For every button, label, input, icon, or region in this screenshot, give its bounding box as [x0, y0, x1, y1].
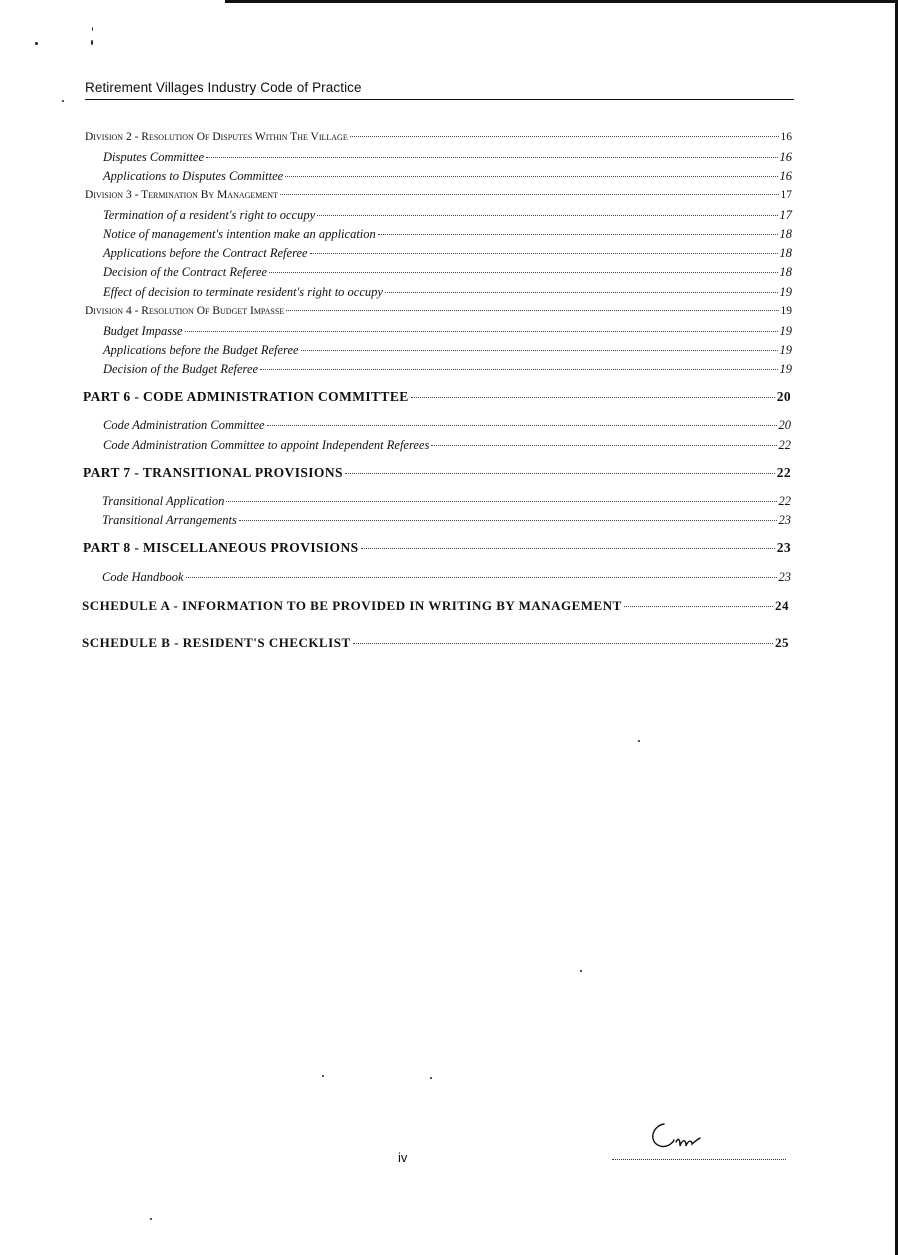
toc-subentry[interactable] [103, 285, 792, 300]
toc-entry-label: Effect of decision to terminate resident's right to occupy [103, 285, 383, 299]
toc-entry-page: 18 [779, 246, 792, 260]
toc-part-heading[interactable] [83, 389, 791, 405]
toc-entry-page: 23 [778, 513, 791, 527]
toc-subentry[interactable] [103, 169, 792, 184]
toc-entry-page: 23 [778, 570, 791, 584]
toc-entry-label: Applications before the Budget Referee [103, 343, 299, 357]
toc-entry-label: PART 7 - TRANSITIONAL PROVISIONS [83, 465, 343, 480]
toc-subentry[interactable] [103, 324, 792, 339]
toc-subentry[interactable] [103, 343, 792, 358]
toc-entry-label: Decision of the Contract Referee [103, 265, 268, 279]
dot-leader [350, 135, 779, 137]
toc-entry-page: 22 [778, 438, 791, 452]
toc-entry-page: 23 [776, 540, 791, 555]
toc-entry-label: Applications before the Contract Referee [103, 246, 308, 260]
toc-subentry[interactable] [103, 438, 791, 453]
toc-entry-page: 18 [779, 265, 792, 279]
toc-entry-label: Termination of a resident's right to occupy [103, 208, 316, 222]
dot-leader [280, 193, 779, 195]
toc-entry-page: 22 [776, 465, 791, 480]
toc-part-heading[interactable] [83, 540, 791, 556]
toc-entry-label: Disputes Committee [103, 150, 205, 164]
toc-subentry[interactable] [102, 513, 791, 528]
dot-leader [431, 444, 776, 446]
toc-entry-page: 16 [780, 131, 792, 143]
toc-division-heading[interactable] [85, 305, 792, 317]
toc-entry-label: Code Administration Committee [103, 418, 265, 432]
toc-entry-page: 16 [779, 169, 792, 183]
toc-entry-page: 18 [779, 227, 792, 241]
toc-subentry[interactable] [103, 227, 792, 242]
toc-subentry[interactable] [103, 208, 792, 223]
toc-entry-page: 19 [779, 324, 792, 338]
toc-subentry[interactable] [103, 265, 792, 280]
page-number: iv [398, 1150, 408, 1165]
toc-entry-label: SCHEDULE B - RESIDENT'S CHECKLIST [82, 635, 351, 650]
handwritten-initials [642, 1120, 722, 1156]
toc-entry-page: 19 [780, 305, 792, 317]
dot-leader [226, 500, 776, 502]
dot-leader [624, 605, 773, 607]
toc-part-heading[interactable] [83, 465, 791, 481]
toc-schedule-heading[interactable] [82, 598, 789, 614]
toc-entry-label: SCHEDULE A - INFORMATION TO BE PROVIDED IN WRITING BY MANAGEMENT [82, 598, 622, 613]
toc-subentry[interactable] [102, 494, 791, 509]
toc-entry-page: 25 [775, 635, 789, 650]
dot-leader [239, 519, 777, 521]
toc-entry-label: Budget Impasse [103, 324, 183, 338]
toc-entry-label: Decision of the Budget Referee [103, 362, 259, 376]
toc-entry-label: Transitional Application [102, 494, 225, 508]
document-header-title: Retirement Villages Industry Code of Practice [85, 80, 362, 95]
toc-entry-label: PART 6 - CODE ADMINISTRATION COMMITTEE [83, 389, 409, 404]
dot-leader [260, 368, 777, 370]
dot-leader [361, 547, 775, 549]
toc-entry-page: 24 [775, 598, 789, 613]
toc-entry-label: PART 8 - MISCELLANEOUS PROVISIONS [83, 540, 359, 555]
signature-area [612, 1120, 790, 1162]
toc-entry-label: Transitional Arrangements [102, 513, 237, 527]
toc-entry-page: 22 [778, 494, 791, 508]
toc-entry-page: 20 [778, 418, 791, 432]
dot-leader [378, 233, 778, 235]
toc-entry-page: 19 [779, 362, 792, 376]
toc-subentry[interactable] [103, 362, 792, 377]
toc-entry-page: 17 [779, 208, 792, 222]
toc-entry-label: Division 3 - Termination By Management [85, 189, 278, 201]
toc-entry-page: 19 [779, 285, 792, 299]
dot-leader [185, 330, 778, 332]
toc-subentry[interactable] [103, 246, 792, 261]
toc-entry-page: 19 [779, 343, 792, 357]
toc-subentry[interactable] [102, 570, 791, 585]
dot-leader [285, 175, 777, 177]
toc-entry-label: Division 4 - Resolution Of Budget Impasse [85, 305, 285, 317]
dot-leader [310, 252, 778, 254]
dot-leader [317, 214, 777, 216]
dot-leader [186, 576, 777, 578]
toc-entry-label: Division 2 - Resolution Of Disputes Within The Village [85, 131, 348, 143]
toc-subentry[interactable] [103, 418, 791, 433]
dot-leader [345, 472, 775, 474]
toc-entry-label: Notice of management's intention make an application [103, 227, 376, 241]
toc-entry-page: 20 [776, 389, 791, 404]
toc-division-heading[interactable] [85, 189, 792, 201]
toc-entry-label: Applications to Disputes Committee [103, 169, 284, 183]
dot-leader [301, 349, 778, 351]
dot-leader [286, 309, 778, 311]
dot-leader [269, 271, 777, 273]
dot-leader [411, 396, 775, 398]
dot-leader [353, 642, 773, 644]
toc-entry-page: 16 [779, 150, 792, 164]
toc-subentry[interactable] [103, 150, 792, 165]
toc-entry-label: Code Administration Committee to appoint Independent Referees [103, 438, 430, 452]
toc-entry-page: 17 [780, 189, 792, 201]
dot-leader [385, 291, 778, 293]
dot-leader [267, 424, 777, 426]
toc-entry-label: Code Handbook [102, 570, 184, 584]
toc-schedule-heading[interactable] [82, 635, 789, 651]
dot-leader [206, 156, 777, 158]
toc-division-heading[interactable] [85, 131, 792, 143]
signature-line [612, 1159, 786, 1160]
